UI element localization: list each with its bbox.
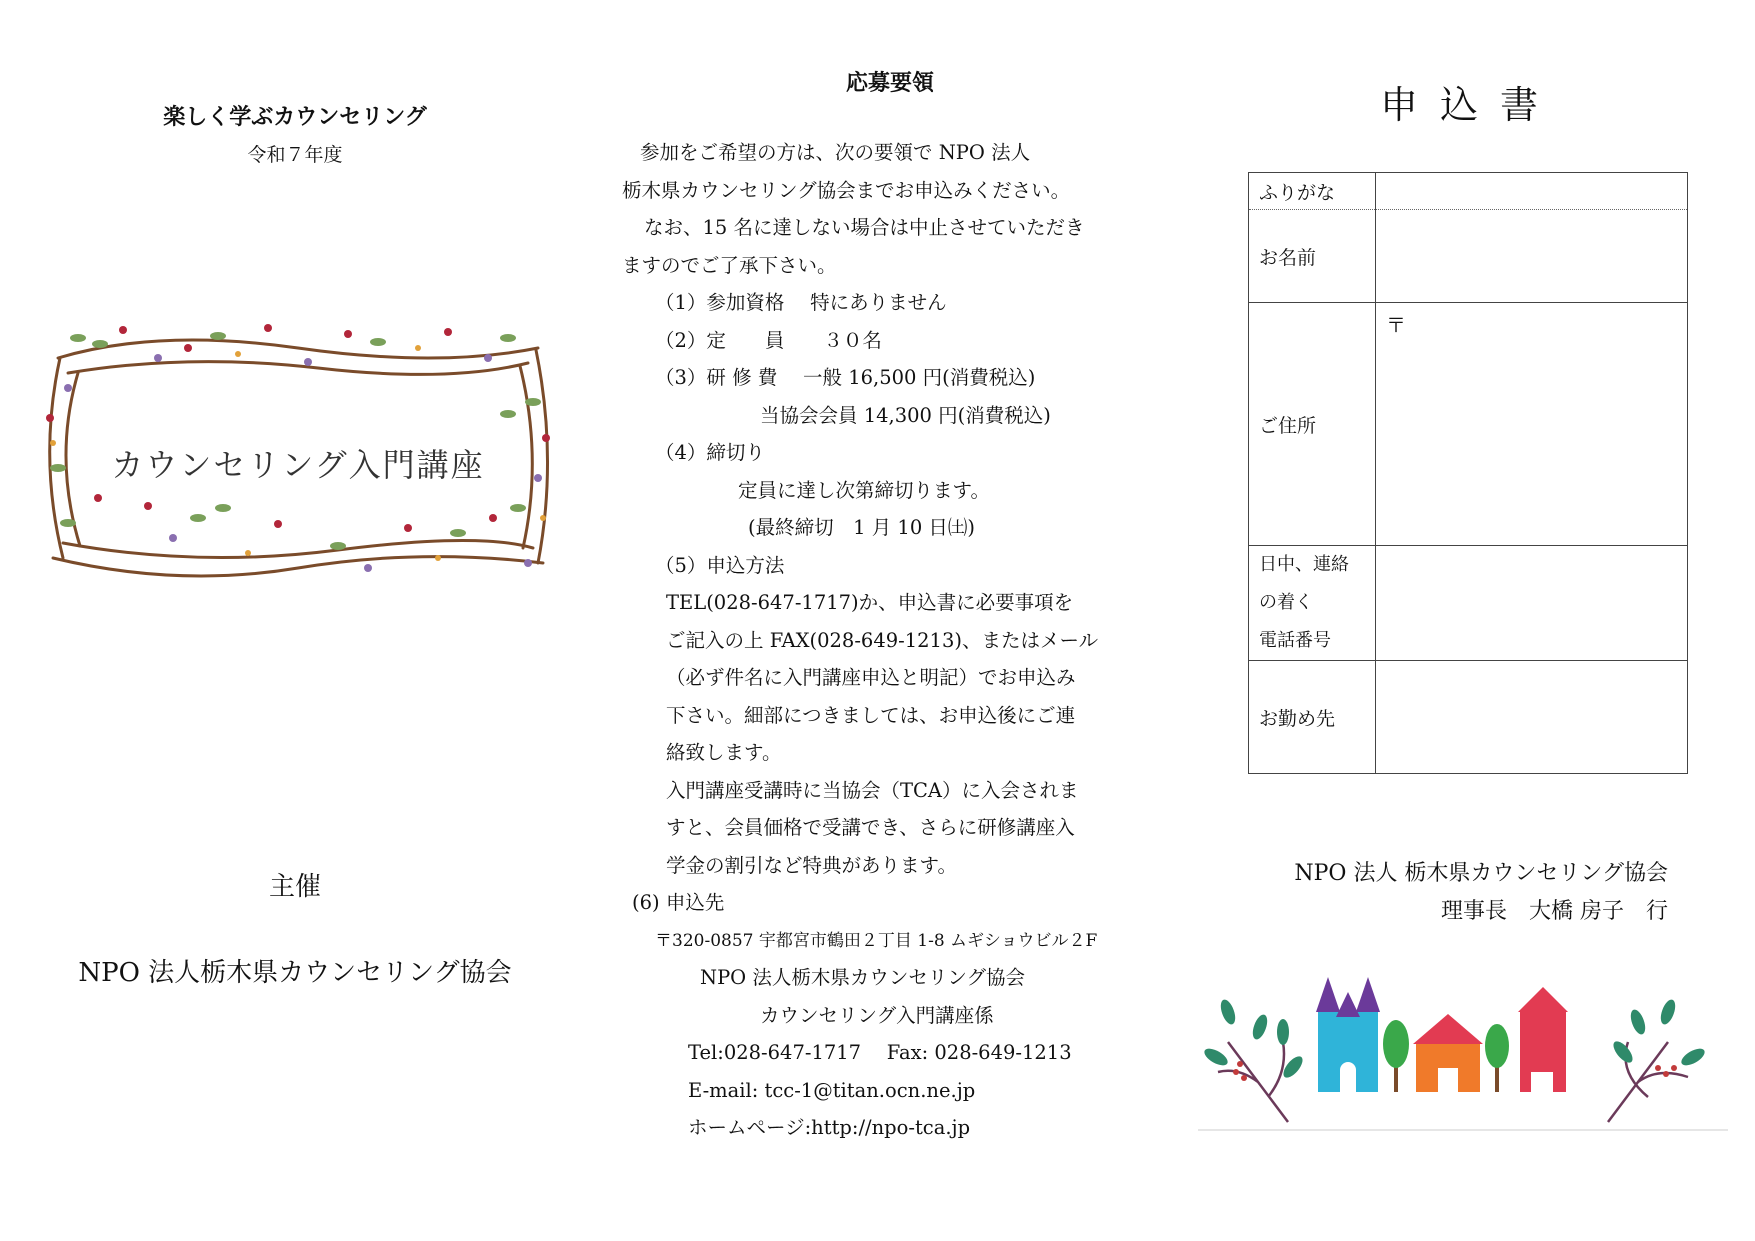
address-label: ご住所 (1249, 303, 1376, 546)
workplace-field[interactable] (1376, 661, 1688, 774)
guideline-line: （5）申込方法 (655, 554, 785, 577)
furigana-label: ふりがな (1249, 173, 1376, 210)
course-name: カウンセリング入門講座 (111, 446, 485, 484)
town-illustration (1198, 972, 1728, 1132)
guideline-line: 絡致します。 (666, 741, 782, 764)
addressee-person: 理事長 大橋 房子 行 (1441, 899, 1668, 924)
guideline-line: 当協会会員 14,300 円(消費税込) (760, 404, 1051, 427)
brochure-title: 楽しく学ぶカウンセリング (163, 105, 427, 130)
address-field[interactable] (1376, 303, 1688, 546)
contact-department: カウンセリング入門講座係 (760, 1004, 994, 1027)
contact-phone-fax: Tel:028-647-1717 Fax: 028-649-1213 (688, 1041, 1072, 1064)
application-form (1248, 172, 1688, 774)
intro-line: 栃木県カウンセリング協会までお申込みください。 (622, 179, 1071, 202)
phone-label-line: 電話番号 (1259, 630, 1331, 651)
guideline-line: すと、会員価格で受講でき、さらに研修講座入 (666, 816, 1075, 839)
intro-line: なお、15 名に達しない場合は中止させていただき (644, 216, 1085, 239)
contact-email: E-mail: tcc-1@titan.ocn.ne.jp (688, 1079, 976, 1102)
daytime-phone-field[interactable] (1376, 546, 1688, 661)
guideline-line: 定員に達し次第締切ります。 (738, 479, 990, 502)
workplace-label: お勤め先 (1249, 661, 1376, 774)
guideline-line: （2）定 員 ３０名 (655, 329, 882, 352)
postal-mark: 〒 (1386, 313, 1406, 337)
daytime-phone-label (1249, 546, 1376, 661)
application-guidelines-heading: 応募要領 (845, 71, 934, 96)
fiscal-year: 令和７年度 (247, 144, 343, 166)
phone-label-line: 日中、連絡 (1259, 554, 1349, 575)
guideline-line: (最終締切 1 月 10 日㈯) (748, 516, 976, 539)
guideline-line: ご記入の上 FAX(028-649-1213)、またはメール (666, 629, 1099, 652)
guideline-line: （必ず件名に入門講座申込と明記）でお申込み (666, 666, 1076, 689)
guideline-line: 下さい。細部につきましては、お申込後にご連 (666, 704, 1076, 727)
name-label: お名前 (1249, 210, 1376, 303)
application-form-title: 申込書 (1380, 83, 1561, 127)
phone-label-line: の着く (1259, 592, 1313, 613)
guideline-line: 入門講座受講時に当協会（TCA）に入会されま (666, 779, 1079, 802)
guideline-line: （4）締切り (655, 441, 765, 464)
furigana-field[interactable] (1376, 173, 1688, 210)
intro-line: 参加をご希望の方は、次の要領で NPO 法人 (640, 141, 1031, 164)
guideline-line: TEL(028-647-1717)か、申込書に必要事項を (666, 591, 1074, 614)
host-organization: NPO 法人栃木県カウンセリング協会 (78, 958, 512, 988)
guideline-line: （3）研 修 費 一般 16,500 円(消費税込) (655, 366, 1036, 389)
name-field[interactable] (1376, 210, 1688, 303)
guideline-line: (6) 申込先 (632, 891, 725, 914)
addressee-organization: NPO 法人 栃木県カウンセリング協会 (1294, 861, 1668, 886)
host-label: 主催 (268, 872, 321, 902)
guideline-line: （1）参加資格 特にありません (655, 291, 947, 314)
postal-address: 〒320-0857 宇都宮市鶴田２丁目 1-8 ムギショウビル２F (655, 931, 1098, 951)
guideline-line: 学金の割引など特典があります。 (666, 854, 957, 877)
contact-organization: NPO 法人栃木県カウンセリング協会 (700, 966, 1025, 989)
intro-line: ますのでご了承下さい。 (622, 254, 837, 277)
contact-homepage: ホームページ:http://npo-tca.jp (688, 1116, 971, 1139)
